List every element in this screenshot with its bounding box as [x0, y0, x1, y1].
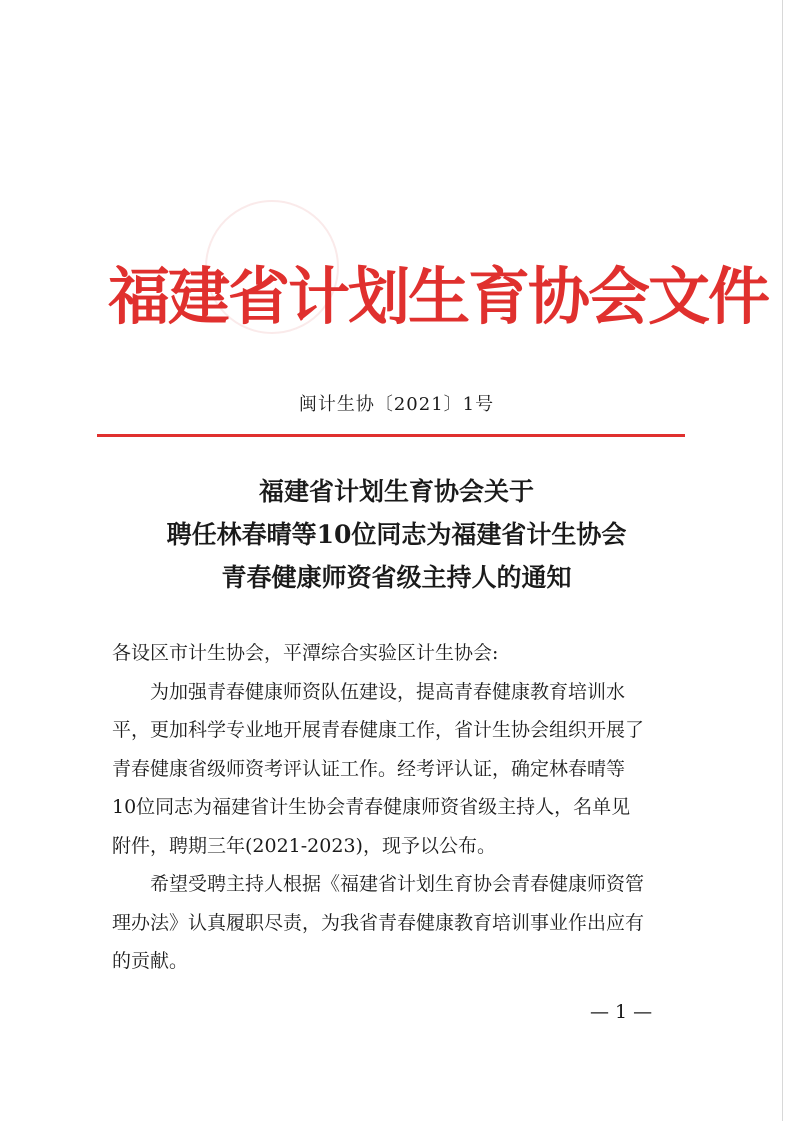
- notice-body: [112, 634, 690, 981]
- paragraph-1-line: 平，更加科学专业地开展青春健康工作，省计生协会组织开展了: [112, 719, 645, 741]
- org-banner-title: 福建省计划生育协会文件: [108, 260, 769, 333]
- paragraph-1-line: 为加强青春健康师资队伍建设，提高青春健康教育培训水: [150, 680, 626, 703]
- paragraph-1-line: 10位同志为福建省计生协会青春健康师资省级主持人，名单见: [112, 796, 631, 818]
- document-number: 闽计生协〔2021〕1号: [298, 394, 495, 415]
- paragraph-2-line: 理办法》认真履职尽责，为我省青春健康教育培训事业作出应有: [112, 911, 645, 934]
- title-line-2: 聘任林春晴等10位同志为福建省计生协会: [166, 520, 627, 549]
- red-divider-line: [97, 434, 685, 437]
- page-number: — 1 —: [590, 1001, 653, 1023]
- title-line-3: 青春健康师资省级主持人的通知: [221, 563, 572, 592]
- paragraph-2-line: 希望受聘主持人根据《福建省计划生育协会青春健康师资管: [150, 873, 645, 895]
- salutation: 各设区市计生协会，平潭综合实验区计生协会:: [112, 642, 499, 664]
- paragraph-1-line: 青春健康省级师资考评认证工作。经考评认证，确定林春晴等: [112, 757, 626, 780]
- paragraph-1-line: 附件，聘期三年(2021-2023)，现予以公布。: [112, 834, 496, 857]
- notice-title: [0, 470, 793, 599]
- paragraph-2-line: 的贡献。: [112, 950, 189, 972]
- title-line-1: 福建省计划生育协会关于: [258, 477, 534, 506]
